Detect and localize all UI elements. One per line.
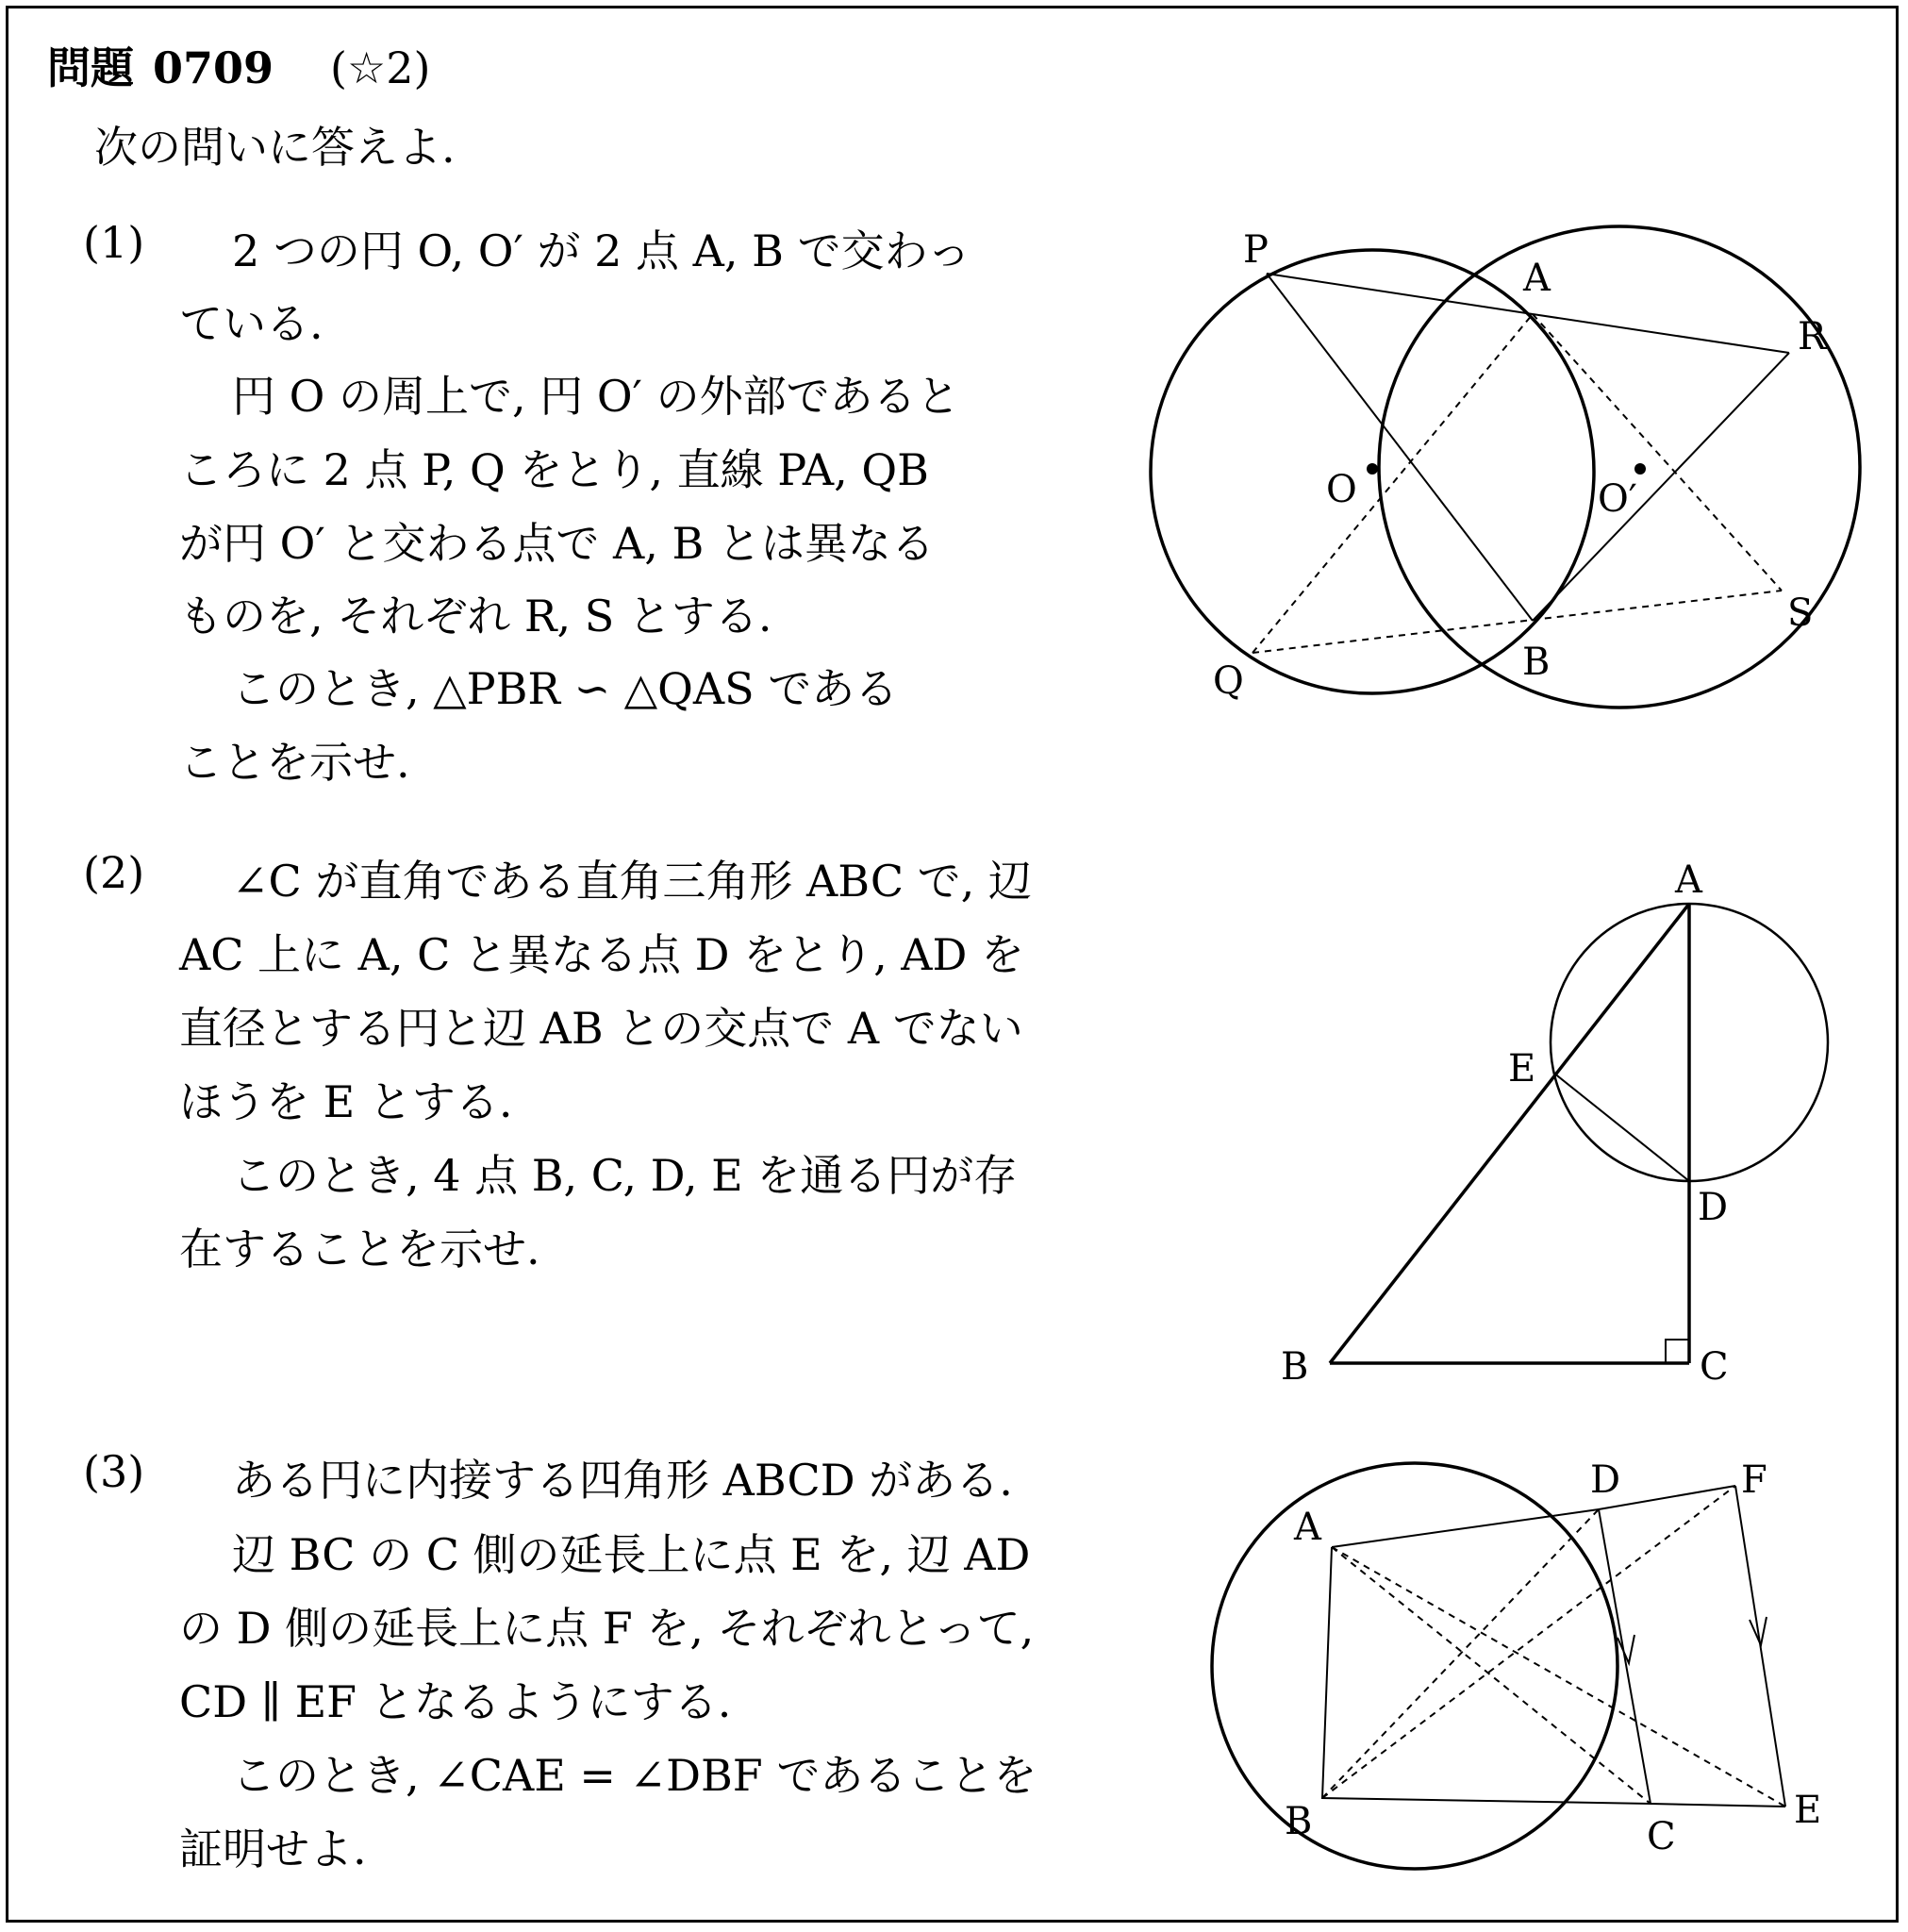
label-s: S [1787,591,1814,635]
center-o-dot [1367,463,1378,475]
center-o-prime-dot [1634,463,1646,475]
segment-ar [1533,314,1789,353]
label-c: C [1647,1815,1676,1858]
label-d: D [1590,1458,1621,1502]
problem-2-line: ほうを E とする. [179,1076,513,1127]
problem-2-line: このとき, 4 点 B, C, D, E を通る円が存 [232,1150,1018,1201]
problem-1-line: ことを示せ. [179,737,410,788]
intro-text: 次の問いに答えよ. [94,122,456,173]
parallel-arrow-cd [1618,1635,1634,1663]
problem-1-number: (1) [83,217,145,268]
quadrilateral-abcd [1322,1509,1651,1804]
circle-o-prime [1379,226,1860,708]
segment-ce [1651,1804,1785,1807]
segment-ed [1553,1073,1689,1181]
label-a: A [1675,858,1702,902]
problem-3-line: 証明せよ. [179,1824,367,1874]
problem-label: 問題 [47,42,134,93]
problem-3-line: ある円に内接する四角形 ABCD がある. [232,1455,1013,1506]
problem-2-line: 在することを示せ. [179,1224,540,1274]
circumcircle [1212,1463,1618,1869]
figure-1 [1151,226,1860,708]
problem-3-line: このとき, ∠CAE = ∠DBF であることを [232,1750,1037,1801]
segment-ae [1332,1547,1785,1807]
right-angle-mark [1666,1340,1689,1363]
problem-2-line: AC 上に A, C と異なる点 D をとり, AD を [179,929,1025,980]
segment-qa [1253,314,1533,653]
label-b: B [1285,1800,1313,1843]
label-e: E [1794,1789,1822,1832]
label-o-prime: O′ [1598,477,1637,521]
problem-2-number: (2) [83,847,145,898]
problem-3-line: CD ∥ EF となるようにする. [179,1676,732,1727]
label-o: O [1326,468,1357,511]
label-r: R [1798,315,1827,358]
label-a: A [1523,257,1551,300]
figure-2 [1330,904,1828,1363]
problem-2-line: 直径とする円と辺 AB との交点で A でない [179,1003,1023,1054]
label-e: E [1508,1047,1536,1091]
problem-3-line: の D 側の延長上に点 F を, それぞれとって, [179,1603,1035,1654]
label-b: B [1522,641,1551,684]
label-b: B [1281,1345,1309,1389]
problem-1-line: 2 つの円 O, O′ が 2 点 A, B で交わっ [232,225,971,276]
segment-pa-r [1267,274,1533,314]
problem-1-line: ものを, それぞれ R, S とする. [179,591,772,641]
problem-1-line: このとき, △PBR ∽ △QAS である [232,663,899,714]
label-f: F [1741,1458,1767,1502]
problem-3-line: 辺 BC の C 側の延長上に点 E を, 辺 AD [232,1529,1031,1580]
segment-bd [1322,1509,1599,1798]
label-p: P [1243,228,1269,272]
segment-bf [1322,1486,1735,1798]
difficulty-rating: (☆2) [330,42,431,93]
side-ab [1330,904,1689,1363]
label-c: C [1700,1345,1729,1389]
figure-1-labels [1213,228,1828,703]
segment-as [1533,314,1782,591]
problem-1-line: ている. [179,298,324,349]
problem-3-number: (3) [83,1446,145,1497]
problem-number: 0709 [153,42,274,93]
label-q: Q [1213,659,1244,703]
problem-1-line: ころに 2 点 P, Q をとり, 直線 PA, QB [179,444,929,495]
problem-1-line: 円 O の周上で, 円 O′ の外部であると [232,371,960,422]
segment-br [1533,353,1789,621]
problem-1-line: が円 O′ と交わる点で A, B とは異なる [179,518,935,569]
label-d: D [1698,1186,1729,1229]
problem-2-line: ∠C が直角である直角三角形 ABC で, 辺 [232,856,1032,907]
label-a: A [1294,1506,1321,1549]
